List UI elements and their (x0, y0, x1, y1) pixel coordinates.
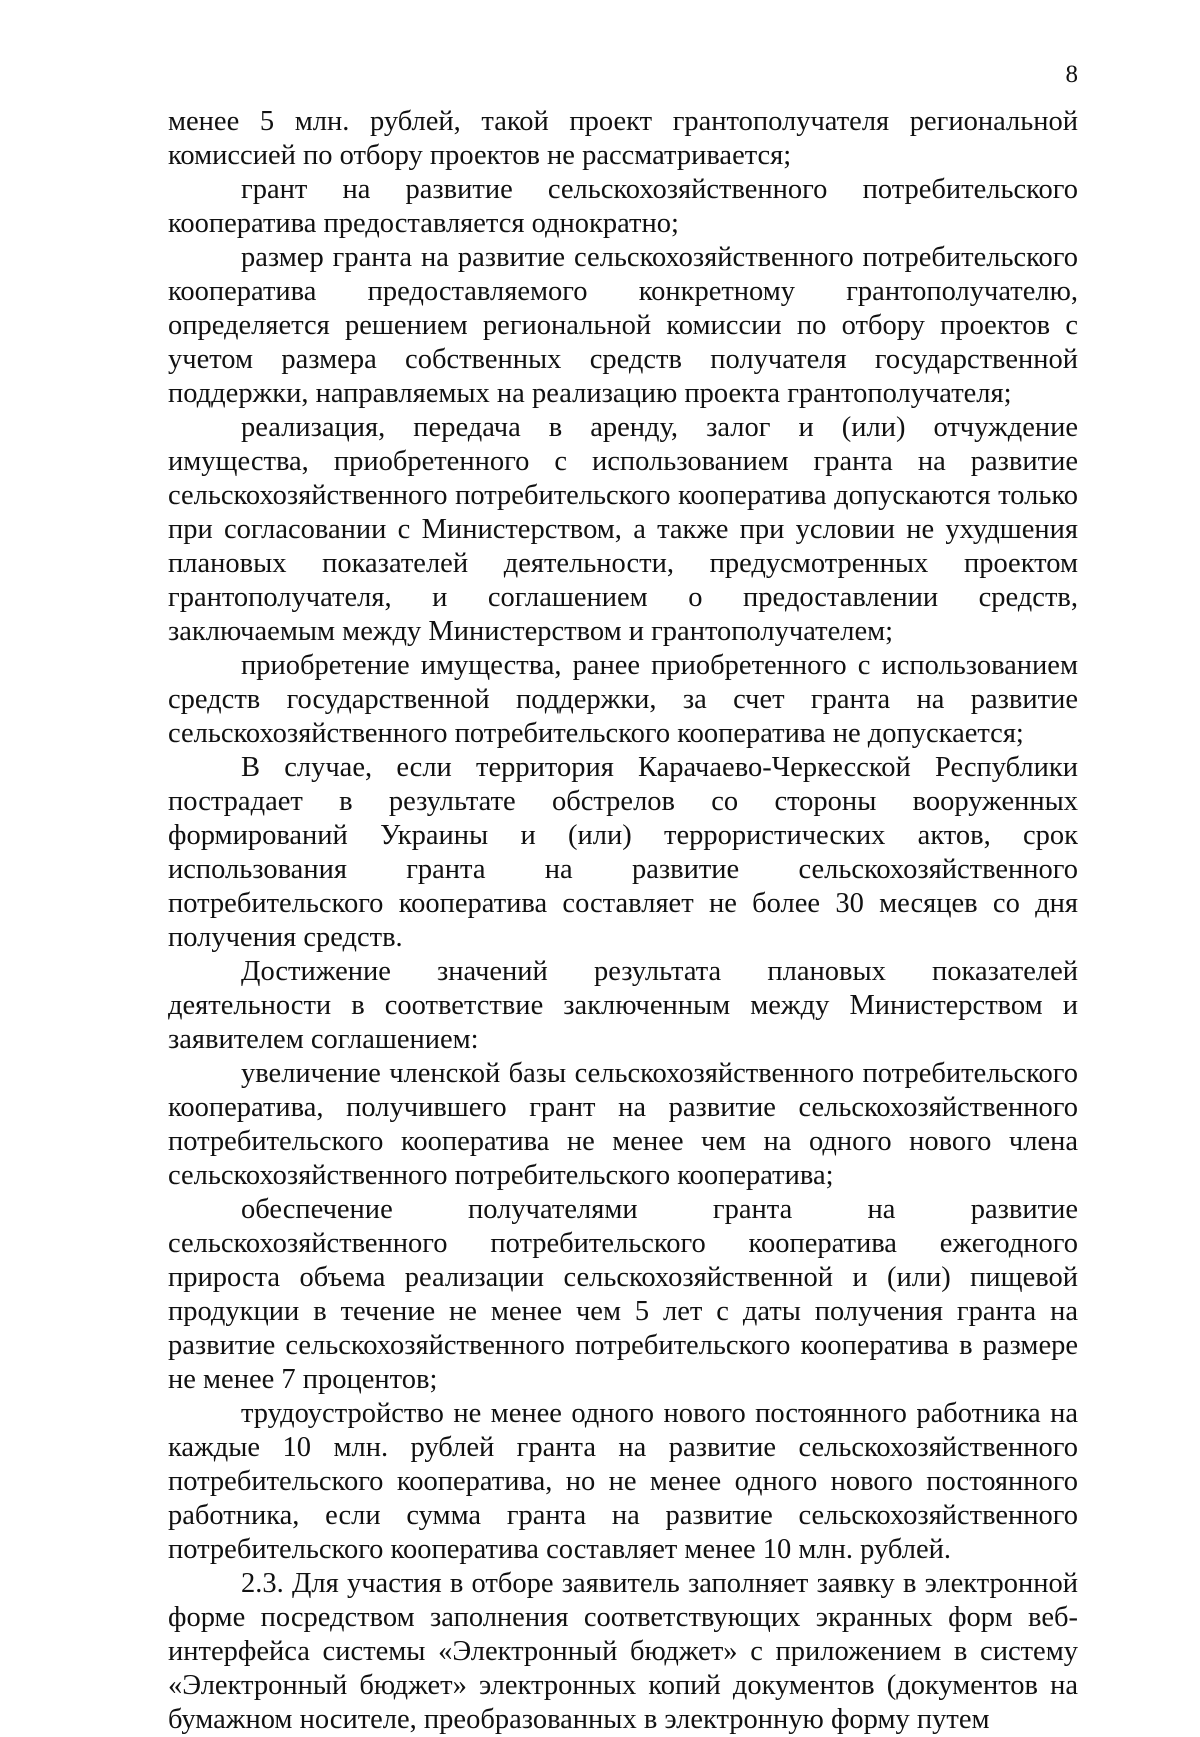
paragraph-shelling-term: В случае, если территория Карачаево-Черкесской Республики пострадает в результате обстрелов со стороны вооруженных формирований Украины и (или) террористических актов, срок использования гранта на развитие сельскохозяйственного потребительского кооператива составляет не более 30 месяцев со дня получения средств. (168, 752, 1078, 953)
paragraph-continuation: менее 5 млн. рублей, такой проект грантополучателя региональной комиссией по отбору проектов не рассматривается; (168, 106, 1078, 171)
paragraph-property-disposal: реализация, передача в аренду, залог и (или) отчуждение имущества, приобретенного с использованием гранта на развитие сельскохозяйственного потребительского кооператива допускаются только при согласовании с Министерством, а также при условии не ухудшения плановых показателей деятельности, предусмотренных проектом грантополучателя, и соглашением о предоставлении средств, заключаемым между Министерством и грантополучателем; (168, 412, 1078, 647)
paragraph-section-2-3: 2.3. Для участия в отборе заявитель заполняет заявку в электронной форме посредством заполнения соответствующих экранных форм веб-интерфейса системы «Электронный бюджет» с приложением в систему «Электронный бюджет» электронных копий документов (документов на бумажном носителе, преобразованных в электронную форму путем (168, 1568, 1078, 1735)
paragraph-employment: трудоустройство не менее одного нового постоянного работника на каждые 10 млн. рублей гранта на развитие сельскохозяйственного потребительского кооператива, но не менее одного нового постоянного работника, если сумма гранта на развитие сельскохозяйственного потребительского кооператива составляет менее 10 млн. рублей. (168, 1398, 1078, 1565)
document-body (168, 105, 1078, 1737)
paragraph-property-acquisition: приобретение имущества, ранее приобретенного с использованием средств государственной поддержки, за счет гранта на развитие сельскохозяйственного потребительского кооператива не допускается; (168, 650, 1078, 749)
paragraph-grant-size: размер гранта на развитие сельскохозяйственного потребительского кооператива предоставляемого конкретному грантополучателю, определяется решением региональной комиссии по отбору проектов с учетом размера собственных средств получателя государственной поддержки, направляемых на реализацию проекта грантополучателя; (168, 242, 1078, 409)
paragraph-sales-growth: обеспечение получателями гранта на развитие сельскохозяйственного потребительского кооператива ежегодного прироста объема реализации сельскохозяйственной и (или) пищевой продукции в течение не менее чем 5 лет с даты получения гранта на развитие сельскохозяйственного потребительского кооператива в размере не менее 7 процентов; (168, 1194, 1078, 1395)
paragraph-performance-results: Достижение значений результата плановых показателей деятельности в соответствие заключенным между Министерством и заявителем соглашением: (168, 956, 1078, 1055)
page-number: 8 (1065, 61, 1078, 88)
paragraph-grant-once: грант на развитие сельскохозяйственного потребительского кооператива предоставляется однократно; (168, 174, 1078, 239)
paragraph-membership-growth: увеличение членской базы сельскохозяйственного потребительского кооператива, получившего грант на развитие сельскохозяйственного потребительского кооператива не менее чем на одного нового члена сельскохозяйственного потребительского кооператива; (168, 1058, 1078, 1191)
